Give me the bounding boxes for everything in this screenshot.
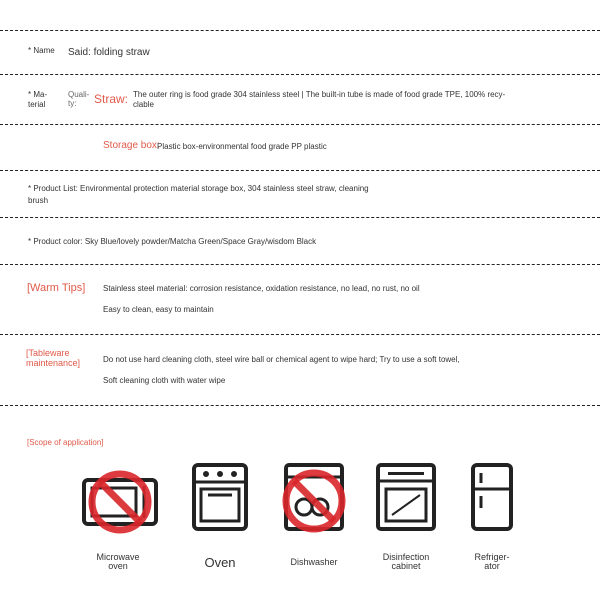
warm-tips-label: [Warm Tips] [27,282,86,294]
product-list-line1: * Product List: Environmental protection material storage box, 304 stainless steel straw, cleaning [28,184,369,193]
material-label-line2: terial [28,100,46,109]
divider [0,170,600,171]
name-value: Said: folding straw [68,47,150,58]
name-label-text: * Name [28,46,55,55]
maintenance-line2: Soft cleaning cloth with water wipe [103,376,226,385]
caption-microwave-line2: oven [108,561,128,571]
quality-label-line1: Quali- [68,90,90,99]
straw-description-line2: clable [133,100,154,109]
disinfection-cabinet-icon [376,463,436,531]
product-color: * Product color: Sky Blue/lovely powder/Matcha Green/Space Gray/wisdom Black [28,237,317,246]
divider [0,30,600,31]
divider [0,334,600,335]
quality-label-line2: ty: [68,99,77,108]
caption-microwave-line1: Microwave [96,552,140,562]
caption-oven [190,556,250,570]
prohibited-icon [92,474,148,530]
quality-label [68,90,89,108]
name-label [28,46,55,55]
caption-refrigerator-line1: Refriger- [474,552,510,562]
caption-dishwasher-line1: Dishwasher [290,557,338,567]
divider [0,124,600,125]
material-label-line1: * Ma- [28,90,48,99]
caption-refrigerator [464,553,520,571]
maintenance-line1: Do not use hard cleaning cloth, steel wire ball or chemical agent to wipe hard; Try to use a soft towel, [103,355,460,364]
divider [0,264,600,265]
straw-description [133,90,505,110]
divider [0,74,600,75]
scope-label: [Scope of application] [27,438,104,447]
maintenance-label-line1: [Tableware [26,348,70,358]
straw-label: Straw: [94,92,129,106]
straw-description-line1: The outer ring is food grade 304 stainless steel | The built-in tube is made of food grade TPE, 100% recy- [133,90,506,99]
storage-box-description: Plastic box-environmental food grade PP plastic [157,142,327,151]
maintenance-label [26,348,80,368]
oven-icon [192,463,248,531]
product-list [28,183,369,207]
caption-disinfection-line1: Disinfection [382,552,430,562]
caption-refrigerator-line2: ator [484,561,500,571]
caption-microwave [80,553,156,571]
caption-disinfection-line2: cabinet [391,561,421,571]
maintenance-label-line2: maintenance] [26,358,81,368]
material-label [28,90,47,110]
dishwasher-icon [282,461,346,535]
microwave-icon [82,466,158,538]
caption-oven-line1: Oven [204,555,236,570]
caption-dishwasher [280,558,348,567]
warm-tips-line1: Stainless steel material: corrosion resistance, oxidation resistance, no lead, no rust, no oil [103,284,420,293]
divider [0,217,600,218]
warm-tips-line2: Easy to clean, easy to maintain [103,305,214,314]
prohibited-icon [286,473,342,529]
divider [0,405,600,406]
caption-disinfection-cabinet [370,553,442,571]
refrigerator-icon [471,463,513,531]
product-list-line2: brush [28,196,49,205]
storage-box-label: Storage box: [103,140,160,151]
